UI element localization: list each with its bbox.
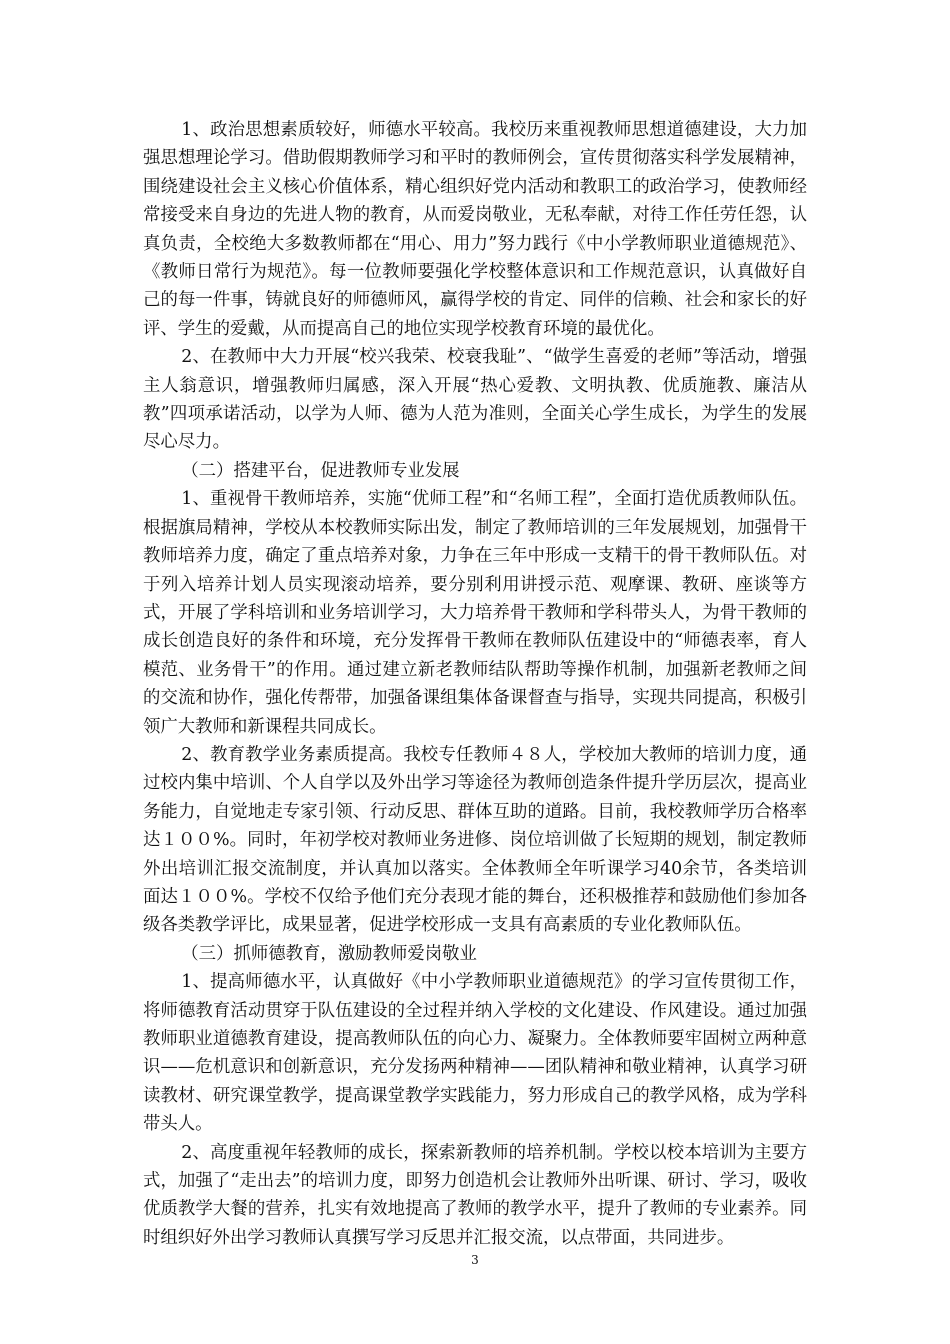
paragraph-political-quality: 1、政治思想素质较好，师德水平较高。我校历来重视教师思想道德建设，大力加强思想理论学习。借助假期教师学习和平时的教师例会，宣传贯彻落实科学发展精神，围绕建设社会主义核心价值体系，精心组织好党内活动和教职工的政治学习，使教师经常接受来自身边的先进人物的教育，从而爱岗敬业，无私奉献，对待工作任劳任怨，认真负责，全校绝大多数教师都在“用心、用力”努力践行《中小学教师职业道德规范》、《教师日常行为规范》。每一位教师要强化学校整体意识和工作规范意识，认真做好自己的每一件事，铸就良好的师德师风，赢得学校的肯定、同伴的信赖、社会和家长的好评、学生的爱戴，从而提高自己的地位实现学校教育环境的最优化。: [143, 120, 807, 339]
paragraph-activities: 2、在教师中大力开展“校兴我荣、校衰我耻”、“做学生喜爱的老师”等活动，增强主人翁意识，增强教师归属感，深入开展“热心爱教、文明执教、优质施教、廉洁从教”四项承诺活动，以学为人师、德为人范为准则，全面关心学生成长，为学生的发展尽心尽力。: [143, 347, 807, 453]
document-body: [143, 116, 807, 1252]
section-heading-ethics: （三）抓师德教育，激励教师爱岗敬业: [181, 943, 477, 964]
paragraph-ethics-level: 1、提高师德水平，认真做好《中小学教师职业道德规范》的学习宣传贯彻工作，将师德教育活动贯穿于队伍建设的全过程并纳入学校的文化建设、作风建设。通过加强教师职业道德教育建设，提高教师队伍的向心力、凝聚力。全体教师要牢固树立两种意识——危机意识和创新意识，充分发扬两种精神——团队精神和敬业精神，认真学习研读教材、研究课堂教学，提高课堂教学实践能力，努力形成自己的教学风格，成为学科带头人。: [143, 972, 807, 1135]
page-number: 3: [471, 1253, 479, 1267]
paragraph-young-teachers: 2、高度重视年轻教师的成长，探索新教师的培养机制。学校以校本培训为主要方式，加强了“走出去”的培训力度，即努力创造机会让教师外出听课、研讨、学习，吸收优质教学大餐的营养，扎实有效地提高了教师的教学水平，提升了教师的专业素养。同时组织好外出学习教师认真撰写学习反思并汇报交流，以点带面，共同进步。: [143, 1142, 807, 1248]
paragraph-backbone-teachers: 1、重视骨干教师培养，实施“优师工程”和“名师工程”，全面打造优质教师队伍。根据旗局精神，学校从本校教师实际出发，制定了教师培训的三年发展规划，加强骨干教师培养力度，确定了重点培养对象，力争在三年中形成一支精干的骨干教师队伍。对于列入培养计划人员实现滚动培养，要分别利用讲授示范、观摩课、教研、座谈等方式，开展了学科培训和业务培训学习，大力培养骨干教师和学科带头人，为骨干教师的成长创造良好的条件和环境，充分发挥骨干教师在教师队伍建设中的“师德表率，育人模范、业务骨干”的作用。通过建立新老教师结队帮助等操作机制，加强新老教师之间的交流和协作，强化传帮带，加强备课组集体备课督查与指导，实现共同提高，积极引领广大教师和新课程共同成长。: [143, 489, 807, 737]
section-heading-platform: （二）搭建平台，促进教师专业发展: [181, 460, 460, 481]
paragraph-teaching-quality: 2、教育教学业务素质提高。我校专任教师４８人，学校加大教师的培训力度，通过校内集中培训、个人自学以及外出学习等途径为教师创造条件提升学历层次，提高业务能力，自觉地走专家引领、行动反思、群体互助的道路。目前，我校教师学历合格率达１００%。同时，年初学校对教师业务进修、岗位培训做了长短期的规划，制定教师外出培训汇报交流制度，并认真加以落实。全体教师全年听课学习40余节，各类培训面达１００%。学校不仅给予他们充分表现才能的舞台，还积极推荐和鼓励他们参加各级各类教学评比，成果显著，促进学校形成一支具有高素质的专业化教师队伍。: [143, 744, 807, 936]
